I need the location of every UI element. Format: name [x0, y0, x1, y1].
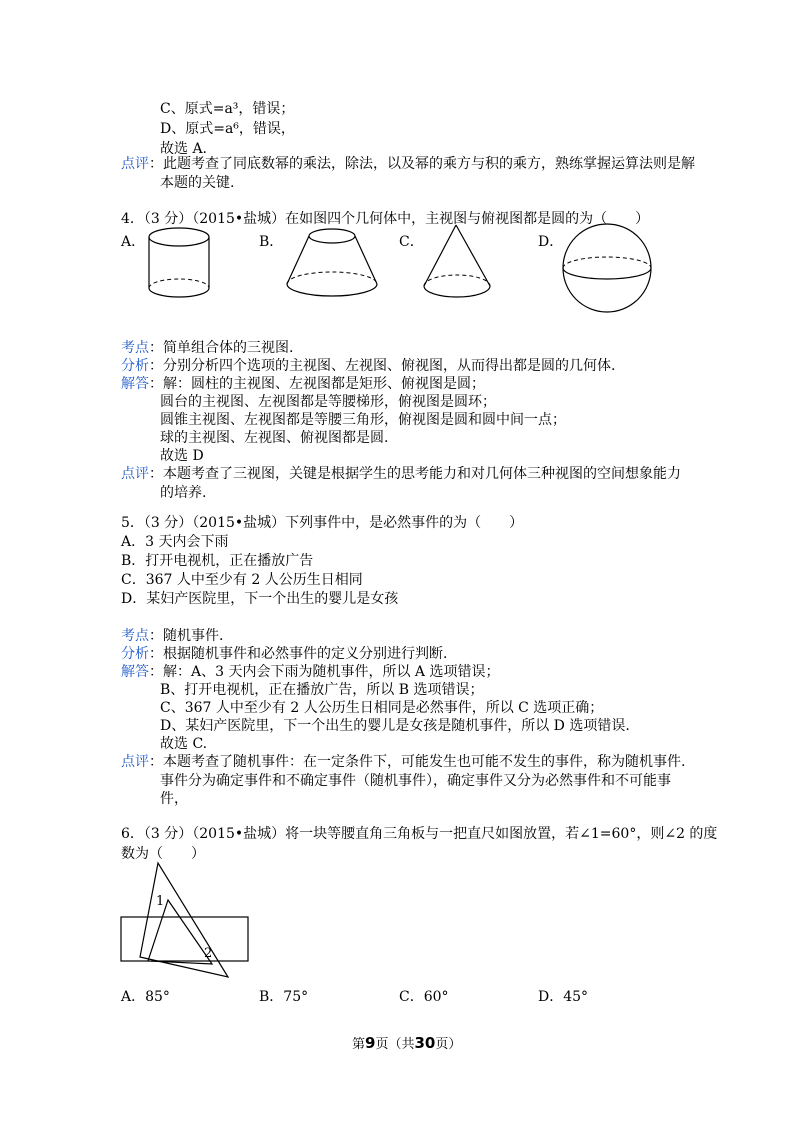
q4-jieda	[121, 375, 485, 393]
q5-review-line3: 件，	[160, 791, 188, 807]
q5-review-line2: 事件分为确定事件和不确定事件（随机事件），确定事件又分为必然事件和不可能事	[160, 773, 671, 789]
triangle-ruler-figure	[118, 860, 258, 985]
q5-fenxi	[121, 645, 447, 663]
q3-option-c-line: C、原式=a³，错误；	[160, 101, 295, 117]
q4-review	[121, 465, 681, 483]
fenxi-tag: 分析	[121, 646, 149, 662]
kaodian-tag: 考点	[121, 628, 149, 644]
footer-total-pages: 30	[414, 1034, 436, 1052]
q5-jieda-line: 故选 C.	[160, 736, 208, 752]
q5-jieda	[121, 663, 499, 681]
fenxi-tag: 分析	[121, 358, 149, 374]
q3-option-d-line: D、原式=a⁶，错误，	[160, 121, 295, 137]
q4-jieda-line: 圆台的主视图、左视图都是等腰梯形，俯视图是圆环；	[160, 394, 496, 410]
jieda-line: ：解：圆柱的主视图、左视图都是矩形、俯视图是圆；	[149, 376, 485, 392]
q5-review	[121, 753, 685, 771]
q6-option-d: D．45°	[538, 989, 589, 1005]
kaodian-text: ：简单组合体的三视图.	[149, 340, 294, 356]
q6-stem-line1: 6．（3 分）（2015•盐城）将一块等腰直角三角板与一把直尺如图放置，若∠1=60°，则∠2 的度	[121, 826, 718, 842]
review-tag: 点评	[121, 156, 149, 172]
q5-option-b: B．打开电视机，正在播放广告	[121, 553, 314, 569]
q5-jieda-line: D、某妇产医院里，下一个出生的婴儿是女孩是随机事件，所以 D 选项错误.	[160, 718, 630, 734]
footer-page-number: 9	[365, 1034, 376, 1052]
jieda-line: ：解：A、3 天内会下雨为随机事件，所以 A 选项错误；	[149, 664, 500, 680]
q5-kaodian	[121, 627, 223, 645]
q4-stem: 4．（3 分）（2015•盐城）在如图四个几何体中，主视图与俯视图都是圆的为（ ）	[121, 211, 650, 227]
review-text: ：本题考查了三视图，关键是根据学生的思考能力和对几何体三种视图的空间想象能力	[149, 466, 681, 482]
kaodian-tag: 考点	[121, 340, 149, 356]
q6-stem-line2: 数为（ ）	[121, 846, 205, 862]
fenxi-text: ：分别分析四个选项的主视图、左视图、俯视图，从而得出都是圆的几何体.	[149, 358, 616, 374]
angle-1-label: 1	[156, 894, 165, 909]
q5-option-c: C．367 人中至少有 2 人公历生日相同	[121, 572, 363, 588]
q6-option-c: C．60°	[399, 989, 449, 1005]
q4-kaodian	[121, 339, 293, 357]
q4-fenxi	[121, 357, 615, 375]
q4-jieda-line: 圆锥主视图、左视图都是等腰三角形，俯视图是圆和圆中间一点；	[160, 412, 566, 428]
sphere-icon	[560, 220, 655, 320]
q6-option-b: B．75°	[259, 989, 309, 1005]
footer-prefix: 第	[352, 1037, 366, 1052]
q5-option-a: A．3 天内会下雨	[121, 534, 229, 550]
footer-mid: 页（共	[375, 1037, 415, 1052]
page-footer	[352, 1034, 461, 1054]
frustum-icon	[280, 225, 380, 305]
jieda-tag: 解答	[121, 664, 149, 680]
q5-jieda-line: B、打开电视机，正在播放广告，所以 B 选项错误；	[160, 682, 484, 698]
q4-option-b-label: B．	[259, 234, 284, 250]
q3-conclusion: 故选 A.	[160, 141, 208, 157]
q6-option-a: A．85°	[121, 989, 170, 1005]
footer-suffix: 页）	[435, 1037, 462, 1052]
q4-option-a-label: A．	[121, 234, 146, 250]
cylinder-icon	[140, 225, 220, 305]
review-tag: 点评	[121, 754, 149, 770]
q4-jieda-line: 球的主视图、左视图、俯视图都是圆.	[160, 430, 389, 446]
q4-jieda-line: 故选 D	[160, 448, 204, 464]
kaodian-text: ：随机事件.	[149, 628, 224, 644]
angle-2-label: 2	[204, 946, 213, 961]
review-tag: 点评	[121, 466, 149, 482]
q5-stem: 5．（3 分）（2015•盐城）下列事件中，是必然事件的为（ ）	[121, 515, 524, 531]
q3-review	[121, 155, 695, 173]
q5-option-d: D．某妇产医院里，下一个出生的婴儿是女孩	[121, 591, 399, 607]
cone-icon	[418, 222, 498, 307]
review-text: ：本题考查了随机事件：在一定条件下，可能发生也可能不发生的事件，称为随机事件.	[149, 754, 686, 770]
q3-review-line2: 本题的关键.	[160, 175, 235, 191]
fenxi-text: ：根据随机事件和必然事件的定义分别进行判断.	[149, 646, 448, 662]
q4-option-c-label: C．	[399, 234, 424, 250]
q4-option-d-label: D．	[538, 234, 564, 250]
q5-jieda-line: C、367 人中至少有 2 人公历生日相同是必然事件，所以 C 选项正确；	[160, 700, 604, 716]
q4-review-line2: 的培养.	[160, 485, 207, 501]
review-text: ：此题考查了同底数幂的乘法，除法，以及幂的乘方与积的乘方，熟练掌握运算法则是解	[149, 156, 695, 172]
jieda-tag: 解答	[121, 376, 149, 392]
